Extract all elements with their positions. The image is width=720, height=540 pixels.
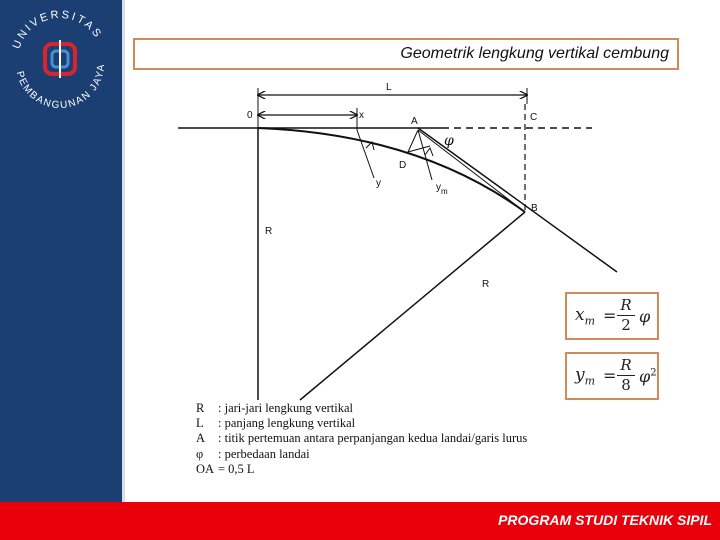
- label-ym: $y_m$: [436, 182, 448, 196]
- title-box: [133, 38, 679, 70]
- slide-title: Geometrik lengkung vertikal cembung: [400, 45, 669, 62]
- formula-xm-fraction: $\frac{R}{2}$: [617, 296, 635, 335]
- line-A-D: [408, 130, 418, 152]
- legend: [196, 401, 527, 477]
- university-logo: [4, 4, 116, 116]
- label-A: A: [411, 116, 418, 127]
- label-phi: φ: [444, 133, 454, 149]
- label-x: x: [359, 110, 364, 121]
- grade-line: [418, 128, 617, 272]
- formula-xm-var: φ: [639, 307, 651, 326]
- formula-ym-var: $\varphi^2$: [639, 367, 657, 386]
- vertical-curve: [258, 128, 525, 212]
- formula-ym-equals: =: [603, 366, 617, 385]
- formula-ym: [565, 352, 659, 400]
- formula-ym-fraction: $\frac{R}{8}$: [617, 356, 635, 395]
- logo-ring-text-bottom: PEMBANGUNAN JAYA: [13, 62, 108, 112]
- line-D-chord: [408, 146, 430, 152]
- formula-xm-equals: =: [603, 306, 617, 325]
- legend-row-phi: φ : perbedaan landai: [196, 446, 310, 461]
- label-R-right: R: [482, 279, 490, 290]
- legend-row-A: A : titik pertemuan antara perpanjangan kedua landai/garis lurus: [196, 431, 528, 446]
- radius-line-right: [300, 212, 525, 400]
- legend-row-R: R : jari-jari lengkung vertikal: [196, 401, 354, 415]
- label-C: C: [530, 112, 538, 123]
- logo-mark: [45, 40, 75, 78]
- label-O: 0: [247, 110, 253, 121]
- label-D: D: [399, 160, 407, 171]
- label-B: B: [531, 203, 538, 214]
- arrow-ym: [425, 148, 433, 156]
- logo-ring-text-top: UNIVERSITAS: [10, 8, 105, 51]
- formula-xm: [565, 292, 659, 340]
- chord-A-B: [418, 130, 525, 212]
- offset-y: [357, 130, 374, 178]
- footer-text: PROGRAM STUDI TEKNIK SIPIL: [498, 512, 712, 528]
- formula-ym-lhs: $y_m$: [575, 365, 596, 388]
- label-L: L: [386, 82, 392, 93]
- legend-row-L: L : panjang lengkung vertikal: [196, 416, 356, 431]
- footer-bar: [0, 502, 720, 540]
- sidebar-panel: [0, 0, 122, 502]
- label-y: y: [376, 178, 381, 189]
- label-R-left: R: [265, 226, 273, 237]
- legend-row-OA: OA = 0,5 L: [196, 461, 255, 476]
- formula-xm-lhs: $x_m$: [575, 305, 596, 328]
